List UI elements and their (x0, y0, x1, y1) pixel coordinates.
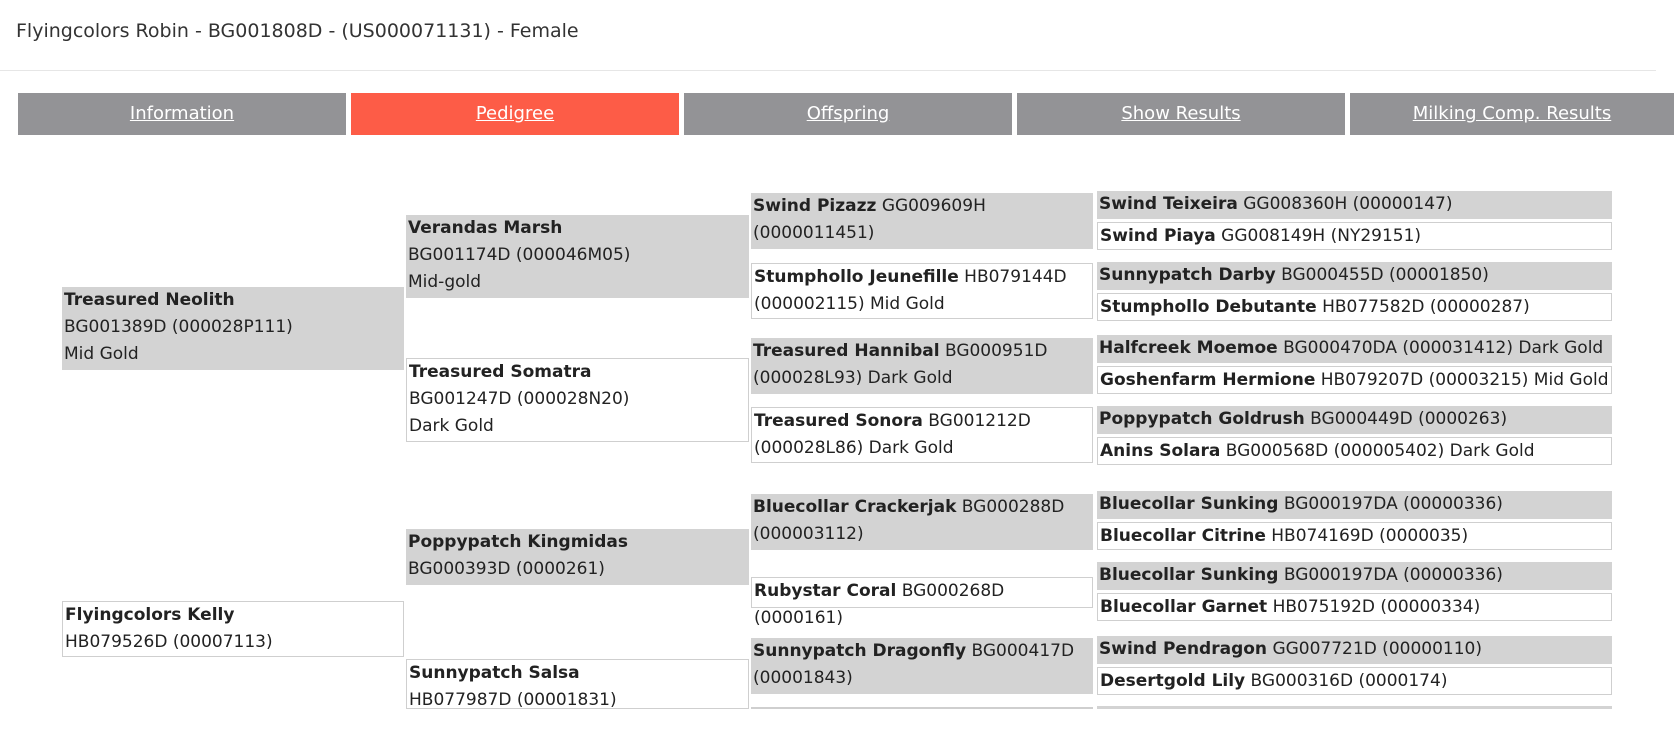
ggp-name: Stumphollo Jeunefille (754, 267, 959, 287)
ggp-reg: BG000417D (966, 641, 1075, 661)
gggp-name: Swind Pendragon (1099, 639, 1268, 659)
gp-name: Sunnypatch Salsa (409, 663, 580, 683)
gggp-name: Stumphollo Debutante (1100, 297, 1317, 317)
sire-box[interactable] (62, 287, 404, 370)
gggp-box-partial (1097, 706, 1612, 709)
ggp-reg: HB079144D (958, 267, 1067, 287)
ggp-name: Treasured Hannibal (753, 341, 940, 361)
ggp-line2: (000028L93) Dark Gold (753, 368, 953, 388)
gp-reg: HB077987D (00001831) (409, 690, 617, 710)
ggp-reg: BG001212D (922, 411, 1031, 431)
ggp-line2: (0000011451) (753, 223, 875, 243)
dam-name: Flyingcolors Kelly (65, 605, 235, 625)
gggp-box[interactable] (1097, 222, 1612, 250)
ggp-line1 (754, 578, 1090, 632)
page-title: Flyingcolors Robin - BG001808D - (US000071131) - Female (16, 20, 579, 42)
ggp-box-dss[interactable] (751, 494, 1093, 550)
gggp-reg: BG000197DA (00000336) (1278, 494, 1503, 514)
gggp-reg: GG008149H (NY29151) (1215, 226, 1422, 246)
ggp-box-ssd[interactable] (751, 263, 1093, 319)
gp-color: Dark Gold (409, 416, 494, 436)
gggp-reg: BG000568D (000005402) Dark Gold (1220, 441, 1535, 461)
dam-sire-box[interactable] (406, 529, 749, 585)
ggp-line2: (000003112) (753, 524, 864, 544)
gggp-box[interactable] (1097, 293, 1612, 321)
ggp-line1 (753, 494, 1091, 521)
gggp-name: Goshenfarm Hermione (1100, 370, 1316, 390)
gggp-name: Bluecollar Sunking (1099, 565, 1279, 585)
ggp-reg: BG000268D (0000161) (754, 581, 1005, 628)
gggp-name: Anins Solara (1100, 441, 1221, 461)
gp-reg: BG000393D (0000261) (408, 559, 605, 579)
ggp-reg: BG000288D (956, 497, 1065, 517)
gggp-reg: HB074169D (0000035) (1265, 526, 1469, 546)
dam-dam-box[interactable] (406, 659, 749, 709)
sire-sire-box[interactable] (406, 215, 749, 298)
ggp-reg: GG009609H (876, 196, 986, 216)
gggp-name: Swind Teixeira (1099, 194, 1238, 214)
gggp-reg: BG000449D (0000263) (1304, 409, 1508, 429)
ggp-name: Rubystar Coral (754, 581, 897, 601)
gggp-reg: HB079207D (00003215) Mid Gold (1315, 370, 1609, 390)
gggp-name: Bluecollar Citrine (1100, 526, 1266, 546)
ggp-line2: (000002115) Mid Gold (754, 294, 945, 314)
ggp-box-sdd[interactable] (751, 407, 1093, 463)
gggp-box[interactable] (1097, 667, 1612, 695)
gggp-name: Desertgold Lily (1100, 671, 1246, 691)
gp-name: Treasured Somatra (409, 362, 592, 382)
gggp-reg: BG000455D (00001850) (1275, 265, 1489, 285)
ggp-box-sds[interactable] (751, 338, 1093, 394)
gp-reg: BG001174D (000046M05) (408, 245, 631, 265)
gggp-name: Halfcreek Moemoe (1099, 338, 1278, 358)
sire-color: Mid Gold (64, 344, 139, 364)
gggp-name: Sunnypatch Darby (1099, 265, 1276, 285)
ggp-line1 (754, 408, 1090, 435)
gggp-box[interactable] (1097, 636, 1612, 664)
gggp-reg: GG008360H (00000147) (1237, 194, 1453, 214)
gggp-reg: BG000470DA (000031412) Dark Gold (1277, 338, 1604, 358)
ggp-box-sss[interactable] (751, 193, 1093, 249)
sire-name: Treasured Neolith (64, 290, 235, 310)
tab-milking-comp-results[interactable]: Milking Comp. Results (1350, 93, 1674, 135)
gp-color: Mid-gold (408, 272, 482, 292)
gp-reg: BG001247D (000028N20) (409, 389, 630, 409)
gggp-reg: GG007721D (00000110) (1267, 639, 1482, 659)
gggp-name: Swind Piaya (1100, 226, 1216, 246)
gggp-reg: HB077582D (00000287) (1316, 297, 1530, 317)
gggp-box[interactable] (1097, 522, 1612, 550)
tab-information[interactable]: Information (18, 93, 346, 135)
ggp-name: Bluecollar Crackerjak (753, 497, 957, 517)
gggp-reg: BG000316D (0000174) (1245, 671, 1448, 691)
ggp-box-dds[interactable] (751, 638, 1093, 694)
ggp-reg: BG000951D (939, 341, 1048, 361)
gggp-box[interactable] (1097, 262, 1612, 290)
ggp-box-ddd (751, 707, 1093, 709)
dam-box[interactable] (62, 601, 404, 657)
sire-reg: BG001389D (000028P111) (64, 317, 293, 337)
sire-dam-box[interactable] (406, 358, 749, 442)
ggp-box-dsd[interactable] (751, 577, 1093, 628)
gggp-name: Bluecollar Sunking (1099, 494, 1279, 514)
tab-pedigree[interactable]: Pedigree (351, 93, 679, 135)
ggp-name: Treasured Sonora (754, 411, 923, 431)
tab-offspring[interactable]: Offspring (684, 93, 1012, 135)
gggp-box[interactable] (1097, 491, 1612, 519)
ggp-line1 (754, 264, 1090, 291)
ggp-line1 (753, 338, 1091, 365)
ggp-name: Swind Pizazz (753, 196, 877, 216)
ggp-line1 (753, 638, 1091, 665)
gp-name: Verandas Marsh (408, 218, 563, 238)
ggp-line2: (000028L86) Dark Gold (754, 438, 954, 458)
ggp-name: Sunnypatch Dragonfly (753, 641, 967, 661)
gggp-name: Poppypatch Goldrush (1099, 409, 1305, 429)
gggp-box[interactable] (1097, 366, 1612, 394)
ggp-line1 (753, 193, 1091, 220)
tab-show-results[interactable]: Show Results (1017, 93, 1345, 135)
gggp-box[interactable] (1097, 562, 1612, 590)
dam-reg: HB079526D (00007113) (65, 632, 273, 652)
gggp-box[interactable] (1097, 335, 1612, 363)
gggp-box[interactable] (1097, 191, 1612, 219)
gggp-reg: BG000197DA (00000336) (1278, 565, 1503, 585)
gggp-box[interactable] (1097, 437, 1612, 465)
gggp-reg: HB075192D (00000334) (1267, 597, 1481, 617)
gggp-box[interactable] (1097, 406, 1612, 434)
gp-name: Poppypatch Kingmidas (408, 532, 628, 552)
ggp-line2: (00001843) (753, 668, 853, 688)
gggp-name: Bluecollar Garnet (1100, 597, 1268, 617)
gggp-box[interactable] (1097, 593, 1612, 621)
